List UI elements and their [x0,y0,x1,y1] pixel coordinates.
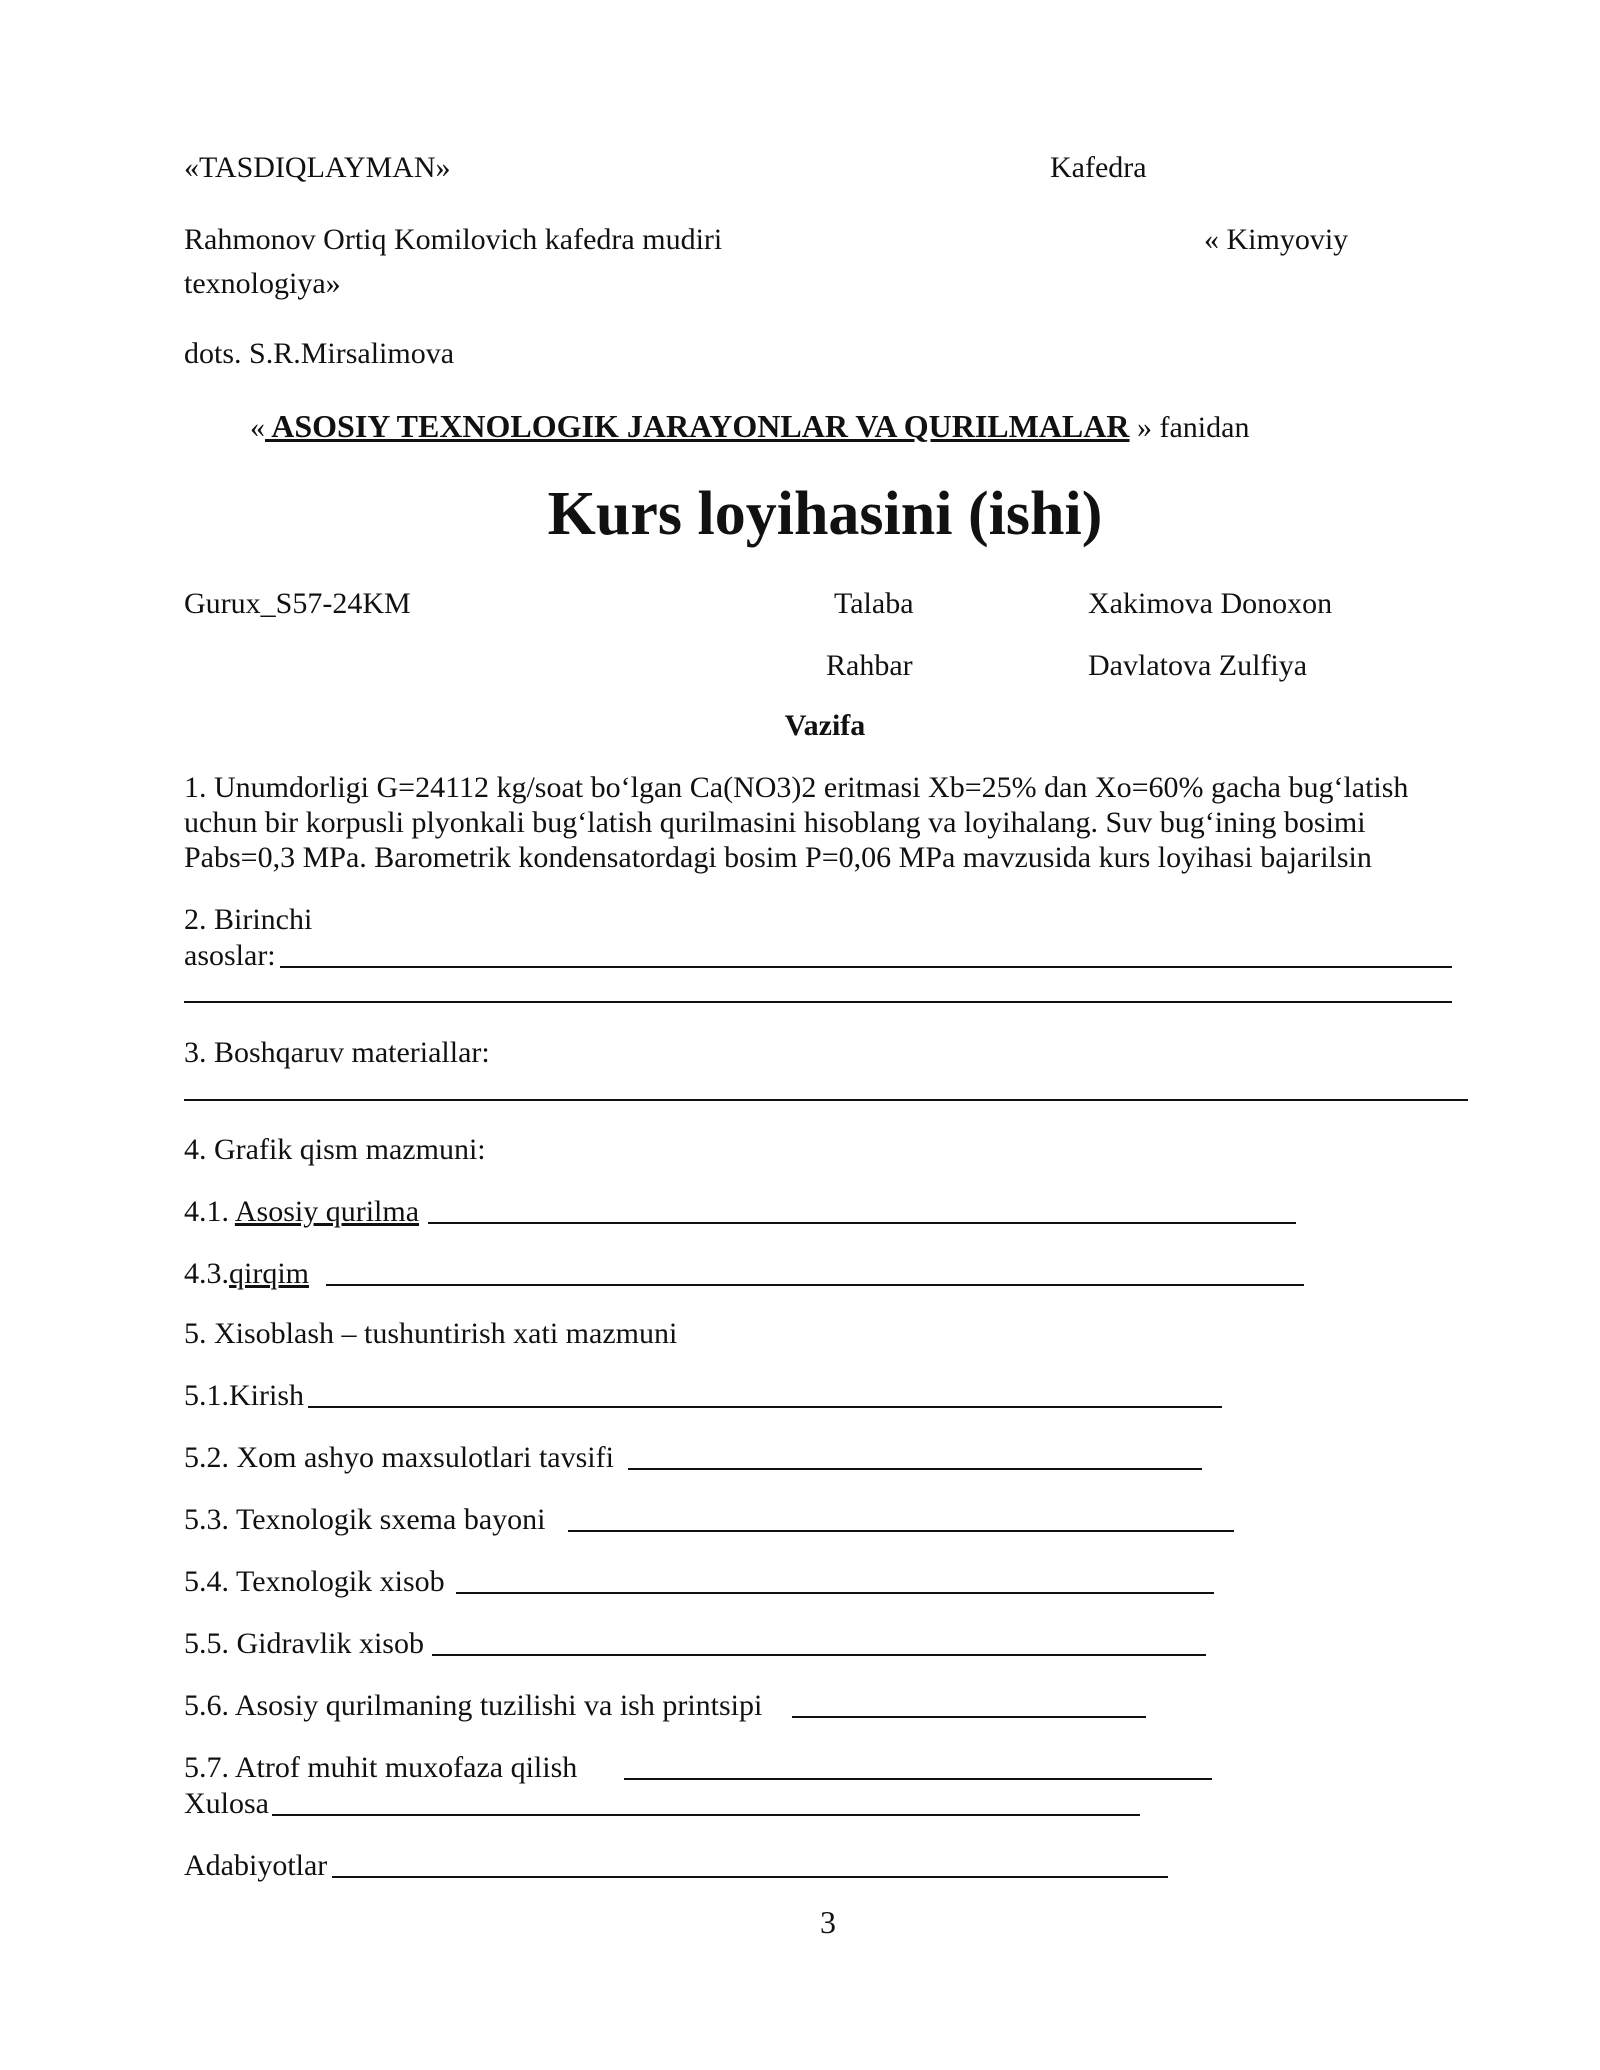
item-5-5-fill-line [432,1654,1206,1656]
item-3-label: 3. Boshqaruv materiallar: [184,1036,490,1069]
approval-stamp-text: «TASDIQLAYMAN» [184,151,451,184]
department-name-end: texnologiya» [184,267,341,300]
item-2-fill-line-2 [184,1001,1452,1003]
task-line-2: uchun bir korpusli plyonkali bug‘latish qurilmasini hisoblang va loyihalang. Suv bug‘ining bosimi [184,806,1366,839]
item-4-1 [184,1194,419,1230]
item-5-3-fill-line [568,1530,1234,1532]
item-5-2-label: 5.2. Xom ashyo maxsulotlari tavsifi [184,1441,614,1474]
item-5-6-label: 5.6. Asosiy qurilmaning tuzilishi va ish printsipi [184,1689,763,1722]
task-line-3: Pabs=0,3 MPa. Barometrik kondensatordagi bosim P=0,06 MPa mavzusida kurs loyihasi bajarilsin [184,841,1372,874]
item-4-3-number: 4.3. [184,1257,229,1290]
item-2-label: 2. Birinchi [184,903,313,936]
docent-line: dots. S.R.Mirsalimova [184,337,455,370]
subject-open-quote: « [250,411,265,444]
item-5-4-fill-line [456,1592,1214,1594]
item-5-4-label: 5.4. Texnologik xisob [184,1565,445,1598]
literature-label: Adabiyotlar [184,1849,328,1882]
item-5-6-fill-line [792,1716,1146,1718]
subject-suffix: » fanidan [1129,411,1250,444]
item-2-fill-line [280,966,1452,968]
leader-label: Rahbar [826,649,913,682]
item-4-1-label: Asosiy qurilma [234,1195,420,1228]
conclusion-fill-line [272,1814,1140,1816]
student-label: Talaba [834,587,914,620]
item-5-1-label: 5.1.Kirish [184,1379,304,1412]
document-title: Kurs loyihasini (ishi) [547,480,1103,548]
item-5-7-fill-line [624,1778,1212,1780]
department-head-line: Rahmonov Ortiq Komilovich kafedra mudiri [184,223,723,256]
item-4-3 [184,1256,309,1292]
subject-name: ASOSIY TEXNOLOGIK JARAYONLAR VA QURILMALAR [265,408,1130,444]
item-2-sub-label: asoslar: [184,939,276,972]
task-line-1: 1. Unumdorligi G=24112 kg/soat bo‘lgan Ca(NO3)2 eritmasi Xb=25% dan Xo=60% gacha bug‘latish [184,771,1409,804]
student-name: Xakimova Donoxon [1088,587,1333,620]
leader-name: Davlatova Zulfiya [1088,649,1308,682]
item-3-fill-line [184,1099,1468,1101]
item-4-1-fill-line [428,1222,1296,1224]
literature-fill-line [332,1876,1168,1878]
item-5-2-fill-line [628,1468,1202,1470]
item-5-label: 5. Xisoblash – tushuntirish xati mazmuni [184,1317,678,1350]
item-4-3-fill-line [326,1284,1304,1286]
conclusion-label: Xulosa [184,1787,269,1820]
department-name-start: « Kimyoviy [1204,223,1349,256]
item-5-1-fill-line [308,1406,1222,1408]
subject-line [250,408,1249,446]
item-5-7-label: 5.7. Atrof muhit muxofaza qilish [184,1751,578,1784]
task-heading: Vazifa [784,709,866,742]
department-label: Kafedra [1050,151,1147,184]
item-5-5-label: 5.5. Gidravlik xisob [184,1627,424,1660]
page-number: 3 [820,1904,836,1940]
item-4-label: 4. Grafik qism mazmuni: [184,1133,486,1166]
item-5-3-label: 5.3. Texnologik sxema bayoni [184,1503,546,1536]
group-code: Gurux_S57-24KM [184,587,411,620]
item-4-3-label: qirqim [229,1257,309,1290]
item-4-1-number: 4.1. [184,1195,235,1228]
